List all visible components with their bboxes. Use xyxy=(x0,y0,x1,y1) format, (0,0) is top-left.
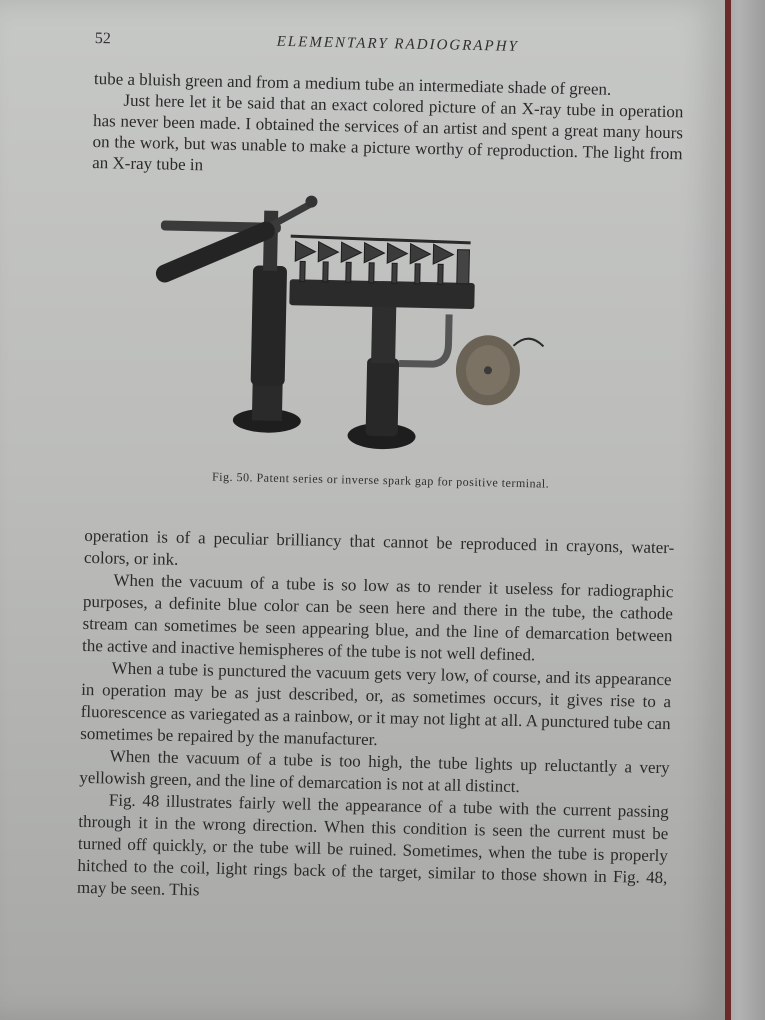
lower-text-block xyxy=(77,525,675,911)
spark-gap-illustration xyxy=(101,187,667,469)
paragraph-bottom-4: When the vacuum of a tube is too high, the tube lights up reluctantly a very yellowish green, and the line of demarcation is not at all distinct. xyxy=(79,746,670,797)
paragraph-bottom-3: When a tube is punctured the vacuum gets very low, of course, and its appearance in operation may be as just described, or, as sometimes occurs, it gives rise to a fluorescence as variegated as a rainbow, or it may not light at all. A punctured tube can sometimes be repaired by the manufacturer. xyxy=(80,658,672,750)
figure-spark-gap xyxy=(100,187,667,519)
page-number: 52 xyxy=(94,30,111,48)
paragraph-bottom-5: Fig. 48 illustrates fairly well the appearance of a tube with the current passing through it in the wrong direction. When this condition is seen the current must be turned off quickly, or the tube will be ruined. Sometimes, when the tube is properly hitched to the coil, light rings back of the target, similar to those shown in Fig. 48, may be seen. This xyxy=(76,790,669,900)
paragraph-top-1: tube a bluish green and from a medium tube an intermediate shade of green. xyxy=(93,68,612,99)
figure-caption: Fig. 50. Patent series or inverse spark gap for positive terminal. xyxy=(211,469,550,491)
running-title: ELEMENTARY RADIOGRAPHY xyxy=(276,33,520,55)
running-header xyxy=(95,30,685,60)
paragraph-top-2: Just here let it be said that an exact colored picture of an X-ray tube in operation has never been made. I obtained the services of an artist and spent a great many hours on the work, but was unable to make a picture worthy of reproduction. The light from an X-ray tube in xyxy=(92,90,684,175)
book-spine-edge xyxy=(725,0,731,1020)
page-content xyxy=(77,30,685,911)
paragraph-bottom-1: operation is of a peculiar brilliancy that cannot be reproduced in crayons, water-colors, or ink. xyxy=(83,525,675,569)
paragraph-bottom-2: When the vacuum of a tube is so low as to render it useless for radiographic purposes, a definite blue color can be seen here and there in the tube, the cathode stream can sometimes be seen appearing blue, and the line of demarcation between the active and inactive hemispheres of the tube is not well defined. xyxy=(81,570,674,665)
